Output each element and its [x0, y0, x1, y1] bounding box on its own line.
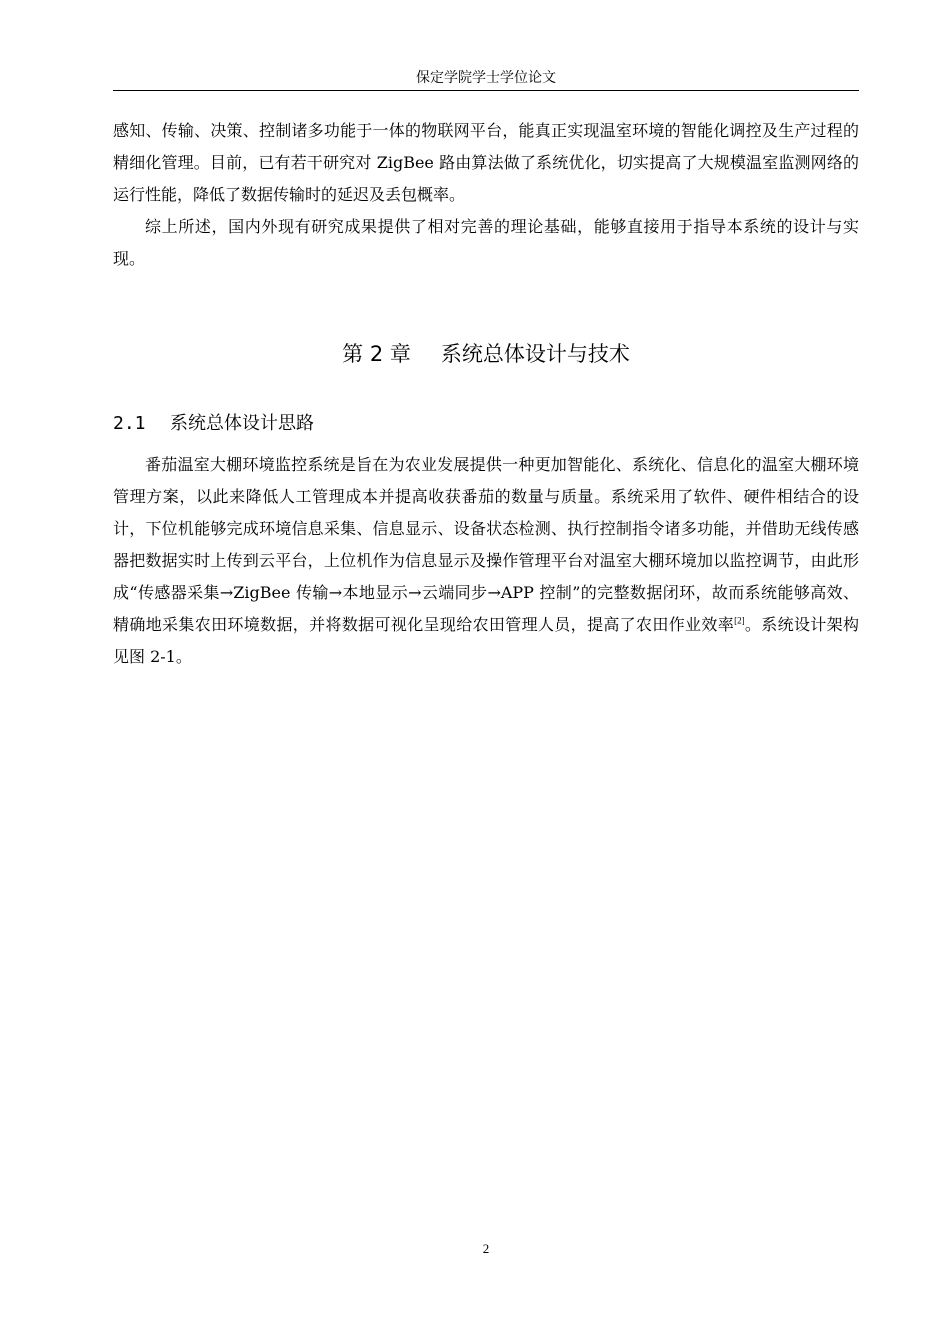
chapter-title: 系统总体设计与技术 — [440, 342, 630, 366]
section-paragraph — [113, 449, 859, 673]
thesis-header-title: 保定学院学士学位论文 — [416, 70, 556, 86]
section-heading — [113, 408, 859, 440]
page-number: 2 — [482, 1241, 490, 1256]
intro-paragraph-2: 综上所述，国内外现有研究成果提供了相对完善的理论基础，能够直接用于指导本系统的设计与实现。 — [113, 217, 859, 268]
intro-text-block — [113, 115, 859, 275]
section-text-block — [113, 449, 859, 673]
section-title: 系统总体设计思路 — [170, 413, 314, 434]
citation-reference[interactable]: [2] — [734, 615, 745, 626]
chapter-number: 第 2 章 — [342, 342, 411, 366]
chapter-heading — [113, 336, 859, 372]
header-rule — [113, 90, 859, 91]
section-paragraph-text: 番茄温室大棚环境监控系统是旨在为农业发展提供一种更加智能化、系统化、信息化的温室大棚环境管理方案，以此来降低人工管理成本并提高收获番茄的数量与质量。系统采用了软件、硬件相结合的设计，下位机能够完成环境信息采集、信息显示、设备状态检测、执行控制指令诸多功能，并借助无线传感器把数据实时上传到云平台，上位机作为信息显示及操作管理平台对温室大棚环境加以监控调节，由此形成“传感器采集→ZigBee 传输→本地显示→云端同步→APP 控制”的完整数据闭环，故而系统能够高效、精确地采集农田环境数据，并将数据可视化呈现给农田管理人员，提高了农田作业效率 — [113, 455, 859, 634]
page-header — [113, 66, 859, 90]
section-number: 2.1 — [113, 413, 146, 434]
intro-paragraph-1: 感知、传输、决策、控制诸多功能于一体的物联网平台，能真正实现温室环境的智能化调控及生产过程的精细化管理。目前，已有若干研究对 ZigBee 路由算法做了系统优化，切实提高了大规模温室监测网络的运行性能，降低了数据传输时的延迟及丢包概率。 — [113, 121, 859, 204]
section-paragraph-tail: 。系统设计架构见图 2-1。 — [113, 615, 859, 666]
